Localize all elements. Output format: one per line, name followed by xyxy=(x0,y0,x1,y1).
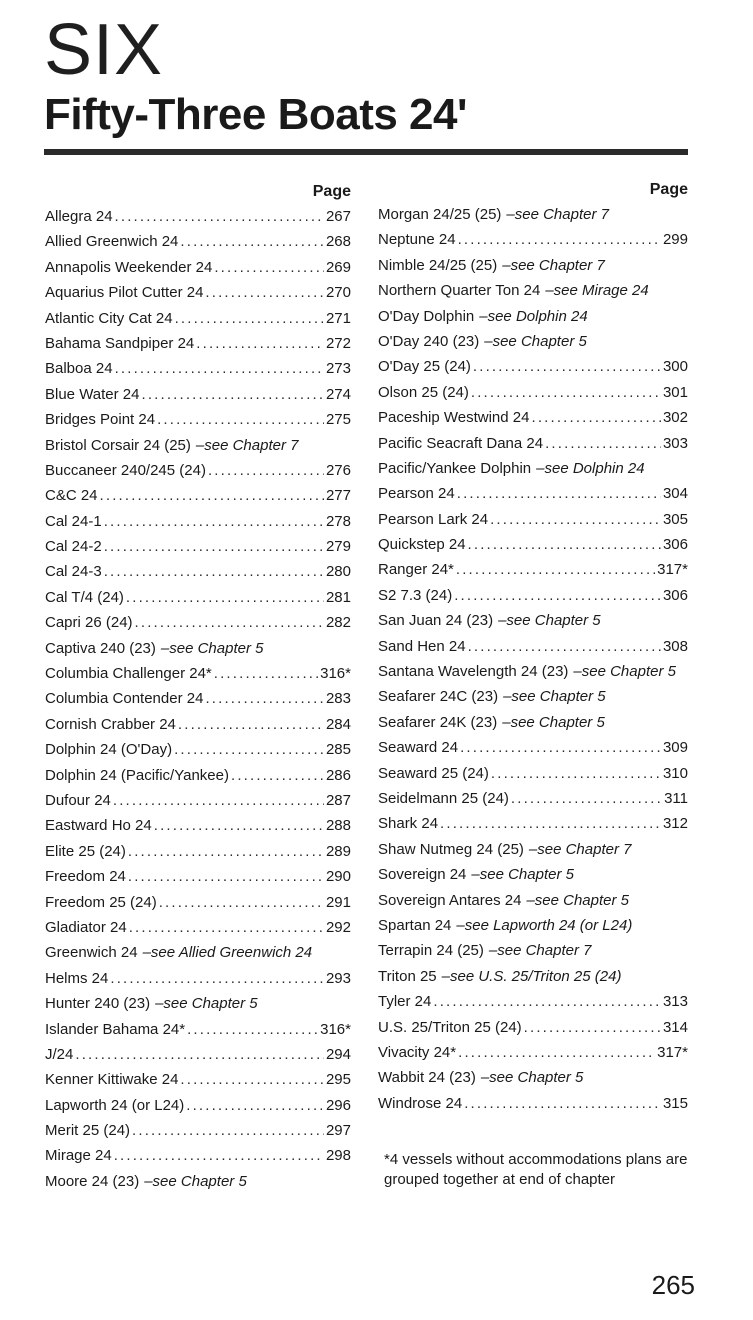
index-entry xyxy=(378,837,688,862)
page-ref: 291 xyxy=(325,893,351,911)
boat-name: Merit 25 (24) xyxy=(45,1122,131,1140)
index-entry xyxy=(45,407,351,432)
boat-name: Elite 25 (24) xyxy=(45,842,126,860)
index-entry xyxy=(45,255,351,280)
index-entry xyxy=(45,356,351,381)
boat-name: Bridges Point 24 xyxy=(45,411,156,429)
index-entry xyxy=(45,686,351,711)
left-index-column xyxy=(45,180,351,1194)
boat-name: Allied Greenwich 24 xyxy=(45,233,179,251)
page-ref: 312 xyxy=(662,815,688,833)
boat-name: O'Day Dolphin xyxy=(378,307,475,325)
page-ref: 303 xyxy=(662,434,688,452)
boat-name: Dufour 24 xyxy=(45,791,111,809)
index-entry xyxy=(45,585,351,610)
boat-name: Cal 24-3 xyxy=(45,563,102,581)
boat-name: Eastward Ho 24 xyxy=(45,817,152,835)
dot-leader xyxy=(464,1091,661,1116)
page-ref: 281 xyxy=(325,588,351,606)
boat-name: Cal 24-2 xyxy=(45,538,102,556)
boat-name: Tyler 24 xyxy=(378,993,432,1011)
boat-name: Nimble 24/25 (25) xyxy=(378,256,498,274)
index-entry xyxy=(378,862,688,887)
dot-leader xyxy=(524,1015,661,1040)
index-entry xyxy=(378,710,688,735)
page-ref: 283 xyxy=(325,690,351,708)
see-reference: –see Chapter 5 xyxy=(155,995,258,1013)
see-reference: –see Chapter 5 xyxy=(526,891,630,909)
index-entry xyxy=(45,433,351,458)
index-entry xyxy=(45,1042,351,1067)
dot-leader xyxy=(440,811,661,836)
page-ref: 301 xyxy=(662,383,688,401)
page-ref: 279 xyxy=(325,538,351,556)
dot-leader xyxy=(458,1040,655,1065)
page-ref: 316* xyxy=(320,665,351,683)
boat-name: Hunter 240 (23) xyxy=(45,995,151,1013)
page-ref: 317* xyxy=(657,1043,688,1061)
dot-leader xyxy=(433,989,661,1014)
boat-name: Freedom 25 (24) xyxy=(45,893,157,911)
boat-name: Pearson Lark 24 xyxy=(378,510,489,528)
boat-name: Bristol Corsair 24 (25) xyxy=(45,436,191,454)
left-entry-list xyxy=(45,204,351,1194)
index-entry xyxy=(378,253,688,278)
dot-leader xyxy=(180,229,324,254)
page-ref: 306 xyxy=(662,586,688,604)
index-entry xyxy=(45,559,351,584)
dot-leader xyxy=(205,686,324,711)
index-entry xyxy=(45,890,351,915)
dot-leader xyxy=(468,634,661,659)
dot-leader xyxy=(531,405,660,430)
index-entry xyxy=(378,354,688,379)
see-reference: –see Chapter 7 xyxy=(502,256,605,274)
dot-leader xyxy=(511,786,662,811)
page-ref: 288 xyxy=(325,817,351,835)
boat-name: Morgan 24/25 (25) xyxy=(378,206,502,223)
boat-name: Allegra 24 xyxy=(45,208,113,225)
index-entry xyxy=(45,813,351,838)
boat-name: Pacific Seacraft Dana 24 xyxy=(378,434,544,452)
index-entry xyxy=(378,659,688,684)
boat-name: Neptune 24 xyxy=(378,231,456,249)
boat-name: Buccaneer 240/245 (24) xyxy=(45,461,206,479)
page-ref: 287 xyxy=(325,791,351,809)
index-entry xyxy=(378,405,688,430)
page-ref: 271 xyxy=(325,309,351,327)
page-ref: 272 xyxy=(325,334,351,352)
boat-name: Triton 25 xyxy=(378,967,437,985)
boat-name: Sovereign Antares 24 xyxy=(378,891,522,909)
dot-leader xyxy=(208,458,324,483)
index-entry xyxy=(378,964,688,989)
index-entry xyxy=(45,1169,351,1194)
index-entry xyxy=(378,202,688,227)
boat-name: U.S. 25/Triton 25 (24) xyxy=(378,1018,522,1036)
index-entry xyxy=(378,1015,688,1040)
page-ref: 314 xyxy=(662,1018,688,1036)
index-entry xyxy=(45,1093,351,1118)
page-ref: 304 xyxy=(662,485,688,503)
see-reference: –see Chapter 5 xyxy=(503,688,606,706)
see-reference: –see Chapter 5 xyxy=(484,332,587,350)
boat-name: Mirage 24 xyxy=(45,1147,112,1165)
boat-name: Spartan 24 xyxy=(378,916,452,934)
boat-name: Annapolis Weekender 24 xyxy=(45,258,213,276)
see-reference: –see Chapter 5 xyxy=(160,639,264,657)
index-entry xyxy=(45,712,351,737)
index-entry xyxy=(378,481,688,506)
boat-name: Aquarius Pilot Cutter 24 xyxy=(45,284,204,302)
boat-name: Columbia Contender 24 xyxy=(45,690,204,708)
see-reference: –see Chapter 5 xyxy=(573,663,676,681)
index-entry xyxy=(45,1017,351,1042)
index-entry xyxy=(378,227,688,252)
index-entry xyxy=(45,737,351,762)
boat-name: Pearson 24 xyxy=(378,485,455,503)
page-ref: 282 xyxy=(325,614,351,632)
page-ref: 308 xyxy=(662,637,688,655)
dot-leader xyxy=(129,915,324,940)
page-ref: 297 xyxy=(325,1122,351,1140)
page-ref: 269 xyxy=(325,258,351,276)
page-ref: 300 xyxy=(662,358,688,376)
dot-leader xyxy=(115,356,324,381)
boat-name: Atlantic City Cat 24 xyxy=(45,309,173,327)
see-reference: –see Chapter 5 xyxy=(471,866,574,884)
boat-name: Helms 24 xyxy=(45,969,109,987)
boat-name: San Juan 24 (23) xyxy=(378,612,494,630)
dot-leader xyxy=(186,1093,324,1118)
dot-leader xyxy=(126,585,324,610)
dot-leader xyxy=(491,761,661,786)
dot-leader xyxy=(471,380,661,405)
dot-leader xyxy=(545,431,661,456)
page-number: 265 xyxy=(651,1270,695,1300)
boat-name: Sovereign 24 xyxy=(378,866,467,884)
boat-name: Seafarer 24C (23) xyxy=(378,688,499,706)
dot-leader xyxy=(468,532,661,557)
boat-name: Islander Bahama 24* xyxy=(45,1020,186,1038)
chapter-title: Fifty-Three Boats 24' xyxy=(44,90,467,139)
title-rule xyxy=(44,149,688,155)
chapter-number: SIX xyxy=(44,10,164,90)
boat-name: O'Day 25 (24) xyxy=(378,358,471,376)
page-ref: 310 xyxy=(662,764,688,782)
index-entry xyxy=(45,229,351,254)
boat-name: J/24 xyxy=(45,1045,74,1063)
page-ref: 274 xyxy=(325,385,351,403)
see-reference: –see Chapter 7 xyxy=(488,942,592,960)
dot-leader xyxy=(100,483,324,508)
index-entry xyxy=(45,661,351,686)
boat-name: Seidelmann 25 (24) xyxy=(378,789,509,807)
see-reference: –see Mirage 24 xyxy=(545,282,649,300)
boat-name: Wabbit 24 (23) xyxy=(378,1069,476,1087)
index-entry xyxy=(45,509,351,534)
dot-leader xyxy=(113,788,324,813)
dot-leader xyxy=(454,583,661,608)
page-ref: 286 xyxy=(325,766,351,784)
see-reference: –see Chapter 5 xyxy=(502,713,605,731)
boat-name: O'Day 240 (23) xyxy=(378,332,480,350)
page-ref: 277 xyxy=(325,487,351,505)
index-entry xyxy=(45,458,351,483)
index-entry xyxy=(45,280,351,305)
dot-leader xyxy=(159,890,324,915)
index-entry xyxy=(45,534,351,559)
boat-name: Balboa 24 xyxy=(45,360,113,378)
dot-leader xyxy=(460,735,661,760)
see-reference: –see Chapter 5 xyxy=(144,1172,247,1190)
footnote: *4 vessels without accommodations plans are grouped together at end of chapter xyxy=(384,1151,688,1188)
dot-leader xyxy=(490,507,661,532)
index-entry xyxy=(378,329,688,354)
boat-name: Blue Water 24 xyxy=(45,385,140,403)
index-entry xyxy=(45,636,351,661)
dot-leader xyxy=(104,509,324,534)
boat-name: Ranger 24* xyxy=(378,561,454,579)
index-entry xyxy=(378,431,688,456)
boat-name: Seaward 24 xyxy=(378,739,459,757)
index-entry xyxy=(378,634,688,659)
boat-name: Cal T/4 (24) xyxy=(45,588,124,606)
index-entry xyxy=(45,331,351,356)
dot-leader xyxy=(231,763,324,788)
index-entry xyxy=(45,763,351,788)
see-reference: –see U.S. 25/Triton 25 (24) xyxy=(441,967,622,985)
page-ref: 268 xyxy=(325,233,351,251)
dot-leader xyxy=(458,227,661,252)
page-column-header: Page xyxy=(649,181,688,198)
index-entry xyxy=(45,966,351,991)
boat-name: Captiva 240 (23) xyxy=(45,639,156,657)
boat-name: Bahama Sandpiper 24 xyxy=(45,334,195,352)
index-entry xyxy=(378,278,688,303)
page-ref: 275 xyxy=(325,411,351,429)
see-reference: –see Lapworth 24 (or L24) xyxy=(456,916,633,934)
boat-name: Greenwich 24 xyxy=(45,944,138,962)
index-entry xyxy=(378,380,688,405)
page-ref: 299 xyxy=(662,231,688,249)
page-ref: 290 xyxy=(325,868,351,886)
dot-leader xyxy=(196,331,324,356)
boat-name: Windrose 24 xyxy=(378,1094,463,1112)
index-entry xyxy=(45,864,351,889)
boat-name: Seaward 25 (24) xyxy=(378,764,489,782)
page-ref: 306 xyxy=(662,536,688,554)
boat-name: Kenner Kittiwake 24 xyxy=(45,1071,179,1089)
boat-name: Pacific/Yankee Dolphin xyxy=(378,459,532,477)
index-entry xyxy=(378,557,688,582)
index-entry xyxy=(378,761,688,786)
dot-leader xyxy=(104,534,324,559)
dot-leader xyxy=(178,712,324,737)
dot-leader xyxy=(175,306,324,331)
dot-leader xyxy=(75,1042,324,1067)
page-ref: 293 xyxy=(325,969,351,987)
index-entry xyxy=(45,204,351,229)
page-ref: 267 xyxy=(325,208,351,225)
boat-name: Vivacity 24* xyxy=(378,1043,457,1061)
dot-leader xyxy=(157,407,324,432)
page-column-header: Page xyxy=(312,183,351,200)
index-entry xyxy=(45,1143,351,1168)
see-reference: –see Chapter 5 xyxy=(498,612,601,630)
index-entry xyxy=(378,608,688,633)
page-ref: 313 xyxy=(662,993,688,1011)
page-ref: 302 xyxy=(662,409,688,427)
index-entry xyxy=(45,483,351,508)
boat-name: Columbia Challenger 24* xyxy=(45,665,212,683)
right-index-column xyxy=(378,178,688,1116)
index-entry xyxy=(378,456,688,481)
dot-leader xyxy=(110,966,324,991)
dot-leader xyxy=(114,1143,324,1168)
boat-name: Dolphin 24 (Pacific/Yankee) xyxy=(45,766,229,784)
page-ref: 276 xyxy=(325,461,351,479)
page-ref: 278 xyxy=(325,512,351,530)
index-entry xyxy=(45,991,351,1016)
dot-leader xyxy=(205,280,324,305)
index-entry xyxy=(378,304,688,329)
index-entry xyxy=(45,306,351,331)
page-ref: 285 xyxy=(325,741,351,759)
boat-name: Cornish Crabber 24 xyxy=(45,715,176,733)
dot-leader xyxy=(214,661,318,686)
see-reference: –see Dolphin 24 xyxy=(479,307,588,325)
dot-leader xyxy=(473,354,661,379)
page-ref: 316* xyxy=(320,1020,351,1038)
index-entry xyxy=(45,610,351,635)
index-entry xyxy=(378,811,688,836)
page-ref: 284 xyxy=(325,715,351,733)
see-reference: –see Chapter 7 xyxy=(528,840,632,858)
index-entry xyxy=(45,839,351,864)
boat-name: Terrapin 24 (25) xyxy=(378,942,484,960)
boat-name: Seafarer 24K (23) xyxy=(378,713,498,731)
index-entry xyxy=(45,915,351,940)
see-reference: –see Chapter 7 xyxy=(506,206,609,223)
boat-name: Gladiator 24 xyxy=(45,918,127,936)
boat-name: Santana Wavelength 24 (23) xyxy=(378,663,569,681)
page-ref: 292 xyxy=(325,918,351,936)
boat-name: Shaw Nutmeg 24 (25) xyxy=(378,840,524,858)
dot-leader xyxy=(457,481,661,506)
page-ref: 305 xyxy=(662,510,688,528)
page-ref: 270 xyxy=(325,284,351,302)
index-entry xyxy=(45,1118,351,1143)
see-reference: –see Chapter 5 xyxy=(480,1069,584,1087)
index-entry xyxy=(45,788,351,813)
boat-name: Moore 24 (23) xyxy=(45,1172,140,1190)
dot-leader xyxy=(174,737,324,762)
dot-leader xyxy=(187,1017,318,1042)
dot-leader xyxy=(456,557,655,582)
dot-leader xyxy=(104,559,324,584)
dot-leader xyxy=(128,864,324,889)
page-ref: 315 xyxy=(662,1094,688,1112)
page-ref: 280 xyxy=(325,563,351,581)
boat-name: Capri 26 (24) xyxy=(45,614,133,632)
index-entry xyxy=(378,583,688,608)
index-entry xyxy=(378,989,688,1014)
boat-name: Lapworth 24 (or L24) xyxy=(45,1096,185,1114)
boat-name: Cal 24-1 xyxy=(45,512,102,530)
boat-name: Paceship Westwind 24 xyxy=(378,409,530,427)
boat-name: C&C 24 xyxy=(45,487,98,505)
see-reference: –see Chapter 7 xyxy=(195,436,299,454)
boat-name: Dolphin 24 (O'Day) xyxy=(45,741,173,759)
page-ref: 317* xyxy=(657,561,688,579)
index-entry xyxy=(378,532,688,557)
boat-name: Shark 24 xyxy=(378,815,439,833)
index-entry xyxy=(45,382,351,407)
index-entry xyxy=(378,786,688,811)
page-ref: 298 xyxy=(325,1147,351,1165)
boat-name: Quickstep 24 xyxy=(378,536,466,554)
page-ref: 309 xyxy=(662,739,688,757)
dot-leader xyxy=(115,204,324,229)
dot-leader xyxy=(180,1067,324,1092)
dot-leader xyxy=(128,839,324,864)
index-entry xyxy=(378,1040,688,1065)
right-entry-list xyxy=(378,202,688,1116)
see-reference: –see Dolphin 24 xyxy=(536,459,645,477)
boat-name: Freedom 24 xyxy=(45,868,126,886)
index-entry xyxy=(378,913,688,938)
dot-leader xyxy=(135,610,324,635)
see-reference: –see Allied Greenwich 24 xyxy=(142,944,313,962)
index-entry xyxy=(378,684,688,709)
dot-leader xyxy=(154,813,324,838)
page-ref: 289 xyxy=(325,842,351,860)
index-entry xyxy=(45,1067,351,1092)
dot-leader xyxy=(142,382,324,407)
index-entry xyxy=(378,1091,688,1116)
page-ref: 294 xyxy=(325,1045,351,1063)
index-entry xyxy=(378,735,688,760)
page-ref: 311 xyxy=(664,789,688,807)
index-entry xyxy=(378,888,688,913)
dot-leader xyxy=(214,255,324,280)
boat-name: S2 7.3 (24) xyxy=(378,586,453,604)
index-entry xyxy=(378,1065,688,1090)
index-entry xyxy=(378,938,688,963)
page-ref: 295 xyxy=(325,1071,351,1089)
index-entry xyxy=(45,940,351,965)
page-ref: 273 xyxy=(325,360,351,378)
boat-name: Olson 25 (24) xyxy=(378,383,469,401)
dot-leader xyxy=(132,1118,324,1143)
page-ref: 296 xyxy=(325,1096,351,1114)
index-entry xyxy=(378,507,688,532)
boat-name: Northern Quarter Ton 24 xyxy=(378,282,541,300)
boat-name: Sand Hen 24 xyxy=(378,637,466,655)
